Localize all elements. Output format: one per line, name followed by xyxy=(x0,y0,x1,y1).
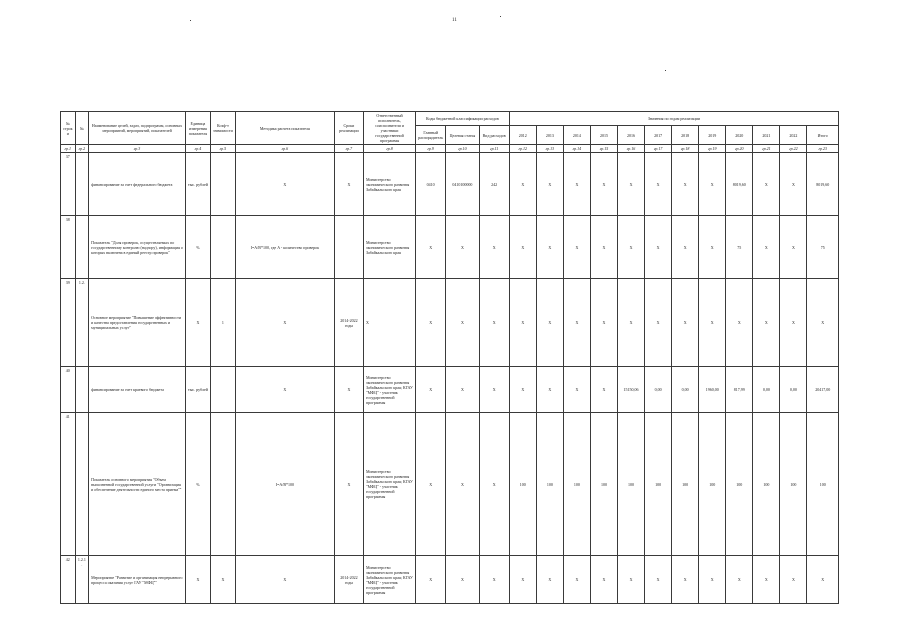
item-number-cell xyxy=(75,216,89,279)
code-type-cell: Х xyxy=(479,556,509,604)
code-target-cell: 0410100000 xyxy=(446,153,479,216)
header-code-type: Вид расходов xyxy=(479,126,509,145)
column-number: гр.3 xyxy=(89,145,186,153)
total-value-cell: Х xyxy=(807,279,839,367)
table-row xyxy=(61,279,839,367)
year-value-cell: Х xyxy=(536,279,563,367)
total-value-cell: Х xyxy=(807,556,839,604)
header-total: Итого xyxy=(807,126,839,145)
table-row xyxy=(61,367,839,413)
name-cell: Показатель "Доля проверок, осуществляемых по государственному контролю (надзору), информация о которых включена в единый реестр проверок" xyxy=(89,216,186,279)
year-value-cell: Х xyxy=(536,556,563,604)
total-value-cell: 8019,60 xyxy=(807,153,839,216)
responsible-cell: Министерство экономического развития Забайкальского края xyxy=(363,216,415,279)
row-number-cell: 41 xyxy=(61,413,76,556)
year-value-cell: 1960,00 xyxy=(699,367,726,413)
header-row-1 xyxy=(61,112,839,126)
header-year: 2013 xyxy=(536,126,563,145)
year-value-cell: Х xyxy=(753,279,780,367)
year-value-cell: 0,00 xyxy=(753,367,780,413)
responsible-cell: Министерство экономического развития Забайкальского края xyxy=(363,153,415,216)
column-number: гр.15 xyxy=(590,145,617,153)
column-number: гр.20 xyxy=(726,145,753,153)
unit-cell: Х xyxy=(185,279,210,367)
year-value-cell: Х xyxy=(563,153,590,216)
code-admin-cell: 0410 xyxy=(416,153,446,216)
code-admin-cell: Х xyxy=(416,556,446,604)
unit-cell: % xyxy=(185,216,210,279)
column-number: гр.16 xyxy=(618,145,645,153)
year-value-cell: 100 xyxy=(509,413,536,556)
header-responsible: Ответственный исполнитель, соисполнители и участники государственной программы xyxy=(363,112,415,145)
year-value-cell: Х xyxy=(590,153,617,216)
item-number-cell: 1.2.1. xyxy=(75,556,89,604)
year-value-cell: Х xyxy=(672,153,699,216)
year-value-cell: Х xyxy=(590,556,617,604)
responsible-cell: Х xyxy=(363,279,415,367)
year-value-cell: 15150,06 xyxy=(618,367,645,413)
name-cell: финансирование за счет федерального бюджета xyxy=(89,153,186,216)
name-cell: Основное мероприятие "Повышение эффективности и качества предоставления государственных и муниципальных услуг" xyxy=(89,279,186,367)
header-budget-codes: Коды бюджетной классификации расходов xyxy=(416,112,510,126)
column-number: гр.21 xyxy=(753,145,780,153)
row-number-cell: 38 xyxy=(61,216,76,279)
year-value-cell: 8019,60 xyxy=(726,153,753,216)
code-type-cell: Х xyxy=(479,216,509,279)
item-number-cell xyxy=(75,413,89,556)
scan-speck xyxy=(500,16,501,17)
item-number-cell: 1.2. xyxy=(75,279,89,367)
total-value-cell: 100 xyxy=(807,413,839,556)
year-value-cell: Х xyxy=(618,556,645,604)
code-type-cell: 242 xyxy=(479,153,509,216)
scan-speck xyxy=(190,20,191,21)
year-value-cell: Х xyxy=(645,153,672,216)
year-value-cell: 0,00 xyxy=(672,367,699,413)
column-number: гр.11 xyxy=(479,145,509,153)
column-number: гр.12 xyxy=(509,145,536,153)
year-value-cell: 100 xyxy=(645,413,672,556)
total-value-cell: 20417,00 xyxy=(807,367,839,413)
year-value-cell: 100 xyxy=(753,413,780,556)
row-number-cell: 37 xyxy=(61,153,76,216)
table-row xyxy=(61,413,839,556)
year-value-cell: Х xyxy=(753,556,780,604)
scan-speck xyxy=(665,70,666,71)
header-values-by-year: Значения по годам реализации xyxy=(509,112,838,126)
code-target-cell: Х xyxy=(446,367,479,413)
term-cell: Х xyxy=(334,413,363,556)
term-cell: 2014-2022 годы xyxy=(334,279,363,367)
row-number-cell: 42 xyxy=(61,556,76,604)
year-value-cell: Х xyxy=(726,279,753,367)
code-admin-cell: Х xyxy=(416,367,446,413)
year-value-cell: 100 xyxy=(590,413,617,556)
header-item-no: № xyxy=(75,112,89,145)
column-number: гр.19 xyxy=(699,145,726,153)
coef-cell xyxy=(210,413,235,556)
header-name: Наименование целей, задач, подпрограмм, основных мероприятий, мероприятий, показателей xyxy=(89,112,186,145)
column-number: гр.6 xyxy=(235,145,334,153)
unit-cell: тыс. рублей xyxy=(185,153,210,216)
year-value-cell: 100 xyxy=(618,413,645,556)
year-value-cell: Х xyxy=(645,216,672,279)
header-term: Сроки реализации xyxy=(334,112,363,145)
coef-cell: 1 xyxy=(210,279,235,367)
responsible-cell: Министерство экономического развития Забайкальского края; КГАУ "МФЦ" - участник государственной программы xyxy=(363,556,415,604)
code-target-cell: Х xyxy=(446,556,479,604)
header-year: 2022 xyxy=(780,126,807,145)
method-cell: Х xyxy=(235,279,334,367)
header-row-no: № строки xyxy=(61,112,76,145)
year-value-cell: 100 xyxy=(780,413,807,556)
column-number: гр.5 xyxy=(210,145,235,153)
year-value-cell: Х xyxy=(726,556,753,604)
year-value-cell: Х xyxy=(672,556,699,604)
column-number: гр.23 xyxy=(807,145,839,153)
code-type-cell: Х xyxy=(479,279,509,367)
year-value-cell: Х xyxy=(699,556,726,604)
year-value-cell: Х xyxy=(672,216,699,279)
table-row xyxy=(61,216,839,279)
code-admin-cell: Х xyxy=(416,413,446,556)
column-number: гр.14 xyxy=(563,145,590,153)
column-number: гр.17 xyxy=(645,145,672,153)
term-cell: 2014-2022 годы xyxy=(334,556,363,604)
unit-cell: Х xyxy=(185,556,210,604)
code-target-cell: Х xyxy=(446,279,479,367)
year-value-cell: 100 xyxy=(563,413,590,556)
year-value-cell: Х xyxy=(536,153,563,216)
year-value-cell: Х xyxy=(672,279,699,367)
year-value-cell: 817,99 xyxy=(726,367,753,413)
year-value-cell: Х xyxy=(590,367,617,413)
year-value-cell: Х xyxy=(509,367,536,413)
unit-cell: тыс. рублей xyxy=(185,367,210,413)
method-cell: I=A/B*100 xyxy=(235,413,334,556)
header-year: 2020 xyxy=(726,126,753,145)
year-value-cell: Х xyxy=(509,216,536,279)
code-admin-cell: Х xyxy=(416,279,446,367)
term-cell: Х xyxy=(334,367,363,413)
year-value-cell: Х xyxy=(509,153,536,216)
year-value-cell: Х xyxy=(618,216,645,279)
year-value-cell: Х xyxy=(780,153,807,216)
column-number: гр.9 xyxy=(416,145,446,153)
header-year: 2019 xyxy=(699,126,726,145)
header-year: 2012 xyxy=(509,126,536,145)
column-number: гр.10 xyxy=(446,145,479,153)
page-number: 11 xyxy=(452,18,457,23)
column-number: гр.1 xyxy=(61,145,76,153)
coef-cell: Х xyxy=(210,556,235,604)
method-cell: I=A/B*100, где A - количество проверок xyxy=(235,216,334,279)
method-cell: Х xyxy=(235,367,334,413)
year-value-cell: Х xyxy=(780,279,807,367)
item-number-cell xyxy=(75,153,89,216)
year-value-cell: Х xyxy=(753,216,780,279)
responsible-cell: Министерство экономического развития Забайкальского края; КГАУ "МФЦ" - участник государственной программы xyxy=(363,367,415,413)
year-value-cell: Х xyxy=(645,556,672,604)
year-value-cell: Х xyxy=(699,153,726,216)
row-number-cell: 40 xyxy=(61,367,76,413)
year-value-cell: 0,00 xyxy=(645,367,672,413)
table-row xyxy=(61,556,839,604)
column-number: гр.2 xyxy=(75,145,89,153)
year-value-cell: Х xyxy=(563,556,590,604)
column-number: гр.4 xyxy=(185,145,210,153)
year-value-cell: Х xyxy=(536,216,563,279)
year-value-cell: Х xyxy=(590,216,617,279)
unit-cell: % xyxy=(185,413,210,556)
year-value-cell: Х xyxy=(618,279,645,367)
year-value-cell: Х xyxy=(645,279,672,367)
column-number: гр.13 xyxy=(536,145,563,153)
year-value-cell: Х xyxy=(563,367,590,413)
name-cell: Мероприятие "Развитие и организация непрерывного процесса оказания услуг ГАУ "МФЦ"" xyxy=(89,556,186,604)
year-value-cell: 100 xyxy=(726,413,753,556)
year-value-cell: Х xyxy=(753,153,780,216)
year-value-cell: 75 xyxy=(726,216,753,279)
header-year: 2021 xyxy=(753,126,780,145)
code-type-cell: Х xyxy=(479,367,509,413)
method-cell: Х xyxy=(235,556,334,604)
code-admin-cell: Х xyxy=(416,216,446,279)
coef-cell xyxy=(210,216,235,279)
header-year: 2014 xyxy=(563,126,590,145)
header-year: 2015 xyxy=(590,126,617,145)
method-cell: Х xyxy=(235,153,334,216)
responsible-cell: Министерство экономического развития Забайкальского края; КГАУ "МФЦ" - участник государственной программы xyxy=(363,413,415,556)
column-number-row xyxy=(61,145,839,153)
table-row xyxy=(61,153,839,216)
term-cell: Х xyxy=(334,153,363,216)
year-value-cell: 100 xyxy=(699,413,726,556)
header-code-target: Целевая статья xyxy=(446,126,479,145)
header-coef: Коэф-т значимости xyxy=(210,112,235,145)
year-value-cell: Х xyxy=(509,556,536,604)
column-number: гр.7 xyxy=(334,145,363,153)
year-value-cell: Х xyxy=(563,279,590,367)
total-value-cell: 75 xyxy=(807,216,839,279)
header-year: 2016 xyxy=(618,126,645,145)
header-year: 2017 xyxy=(645,126,672,145)
year-value-cell: Х xyxy=(699,279,726,367)
column-number: гр.18 xyxy=(672,145,699,153)
column-number: гр.8 xyxy=(363,145,415,153)
year-value-cell: 100 xyxy=(536,413,563,556)
year-value-cell: Х xyxy=(563,216,590,279)
header-method: Методика расчета показателя xyxy=(235,112,334,145)
term-cell xyxy=(334,216,363,279)
year-value-cell: Х xyxy=(509,279,536,367)
code-type-cell: Х xyxy=(479,413,509,556)
year-value-cell: Х xyxy=(590,279,617,367)
year-value-cell: Х xyxy=(536,367,563,413)
header-unit: Единица измерения показателя xyxy=(185,112,210,145)
coef-cell xyxy=(210,367,235,413)
year-value-cell: Х xyxy=(618,153,645,216)
code-target-cell: Х xyxy=(446,413,479,556)
year-value-cell: Х xyxy=(780,556,807,604)
program-table xyxy=(60,111,839,604)
year-value-cell: 0,00 xyxy=(780,367,807,413)
name-cell: финансирование за счет краевого бюджета xyxy=(89,367,186,413)
year-value-cell: Х xyxy=(699,216,726,279)
code-target-cell: Х xyxy=(446,216,479,279)
row-number-cell: 39 xyxy=(61,279,76,367)
header-code-admin: Главный распорядитель xyxy=(416,126,446,145)
year-value-cell: 100 xyxy=(672,413,699,556)
name-cell: Показатель основного мероприятия "Объем выполненной государственной услуги "Организация и обеспечение деятельности единого места приема"" xyxy=(89,413,186,556)
header-year: 2018 xyxy=(672,126,699,145)
year-value-cell: Х xyxy=(780,216,807,279)
coef-cell xyxy=(210,153,235,216)
column-number: гр.22 xyxy=(780,145,807,153)
item-number-cell xyxy=(75,367,89,413)
